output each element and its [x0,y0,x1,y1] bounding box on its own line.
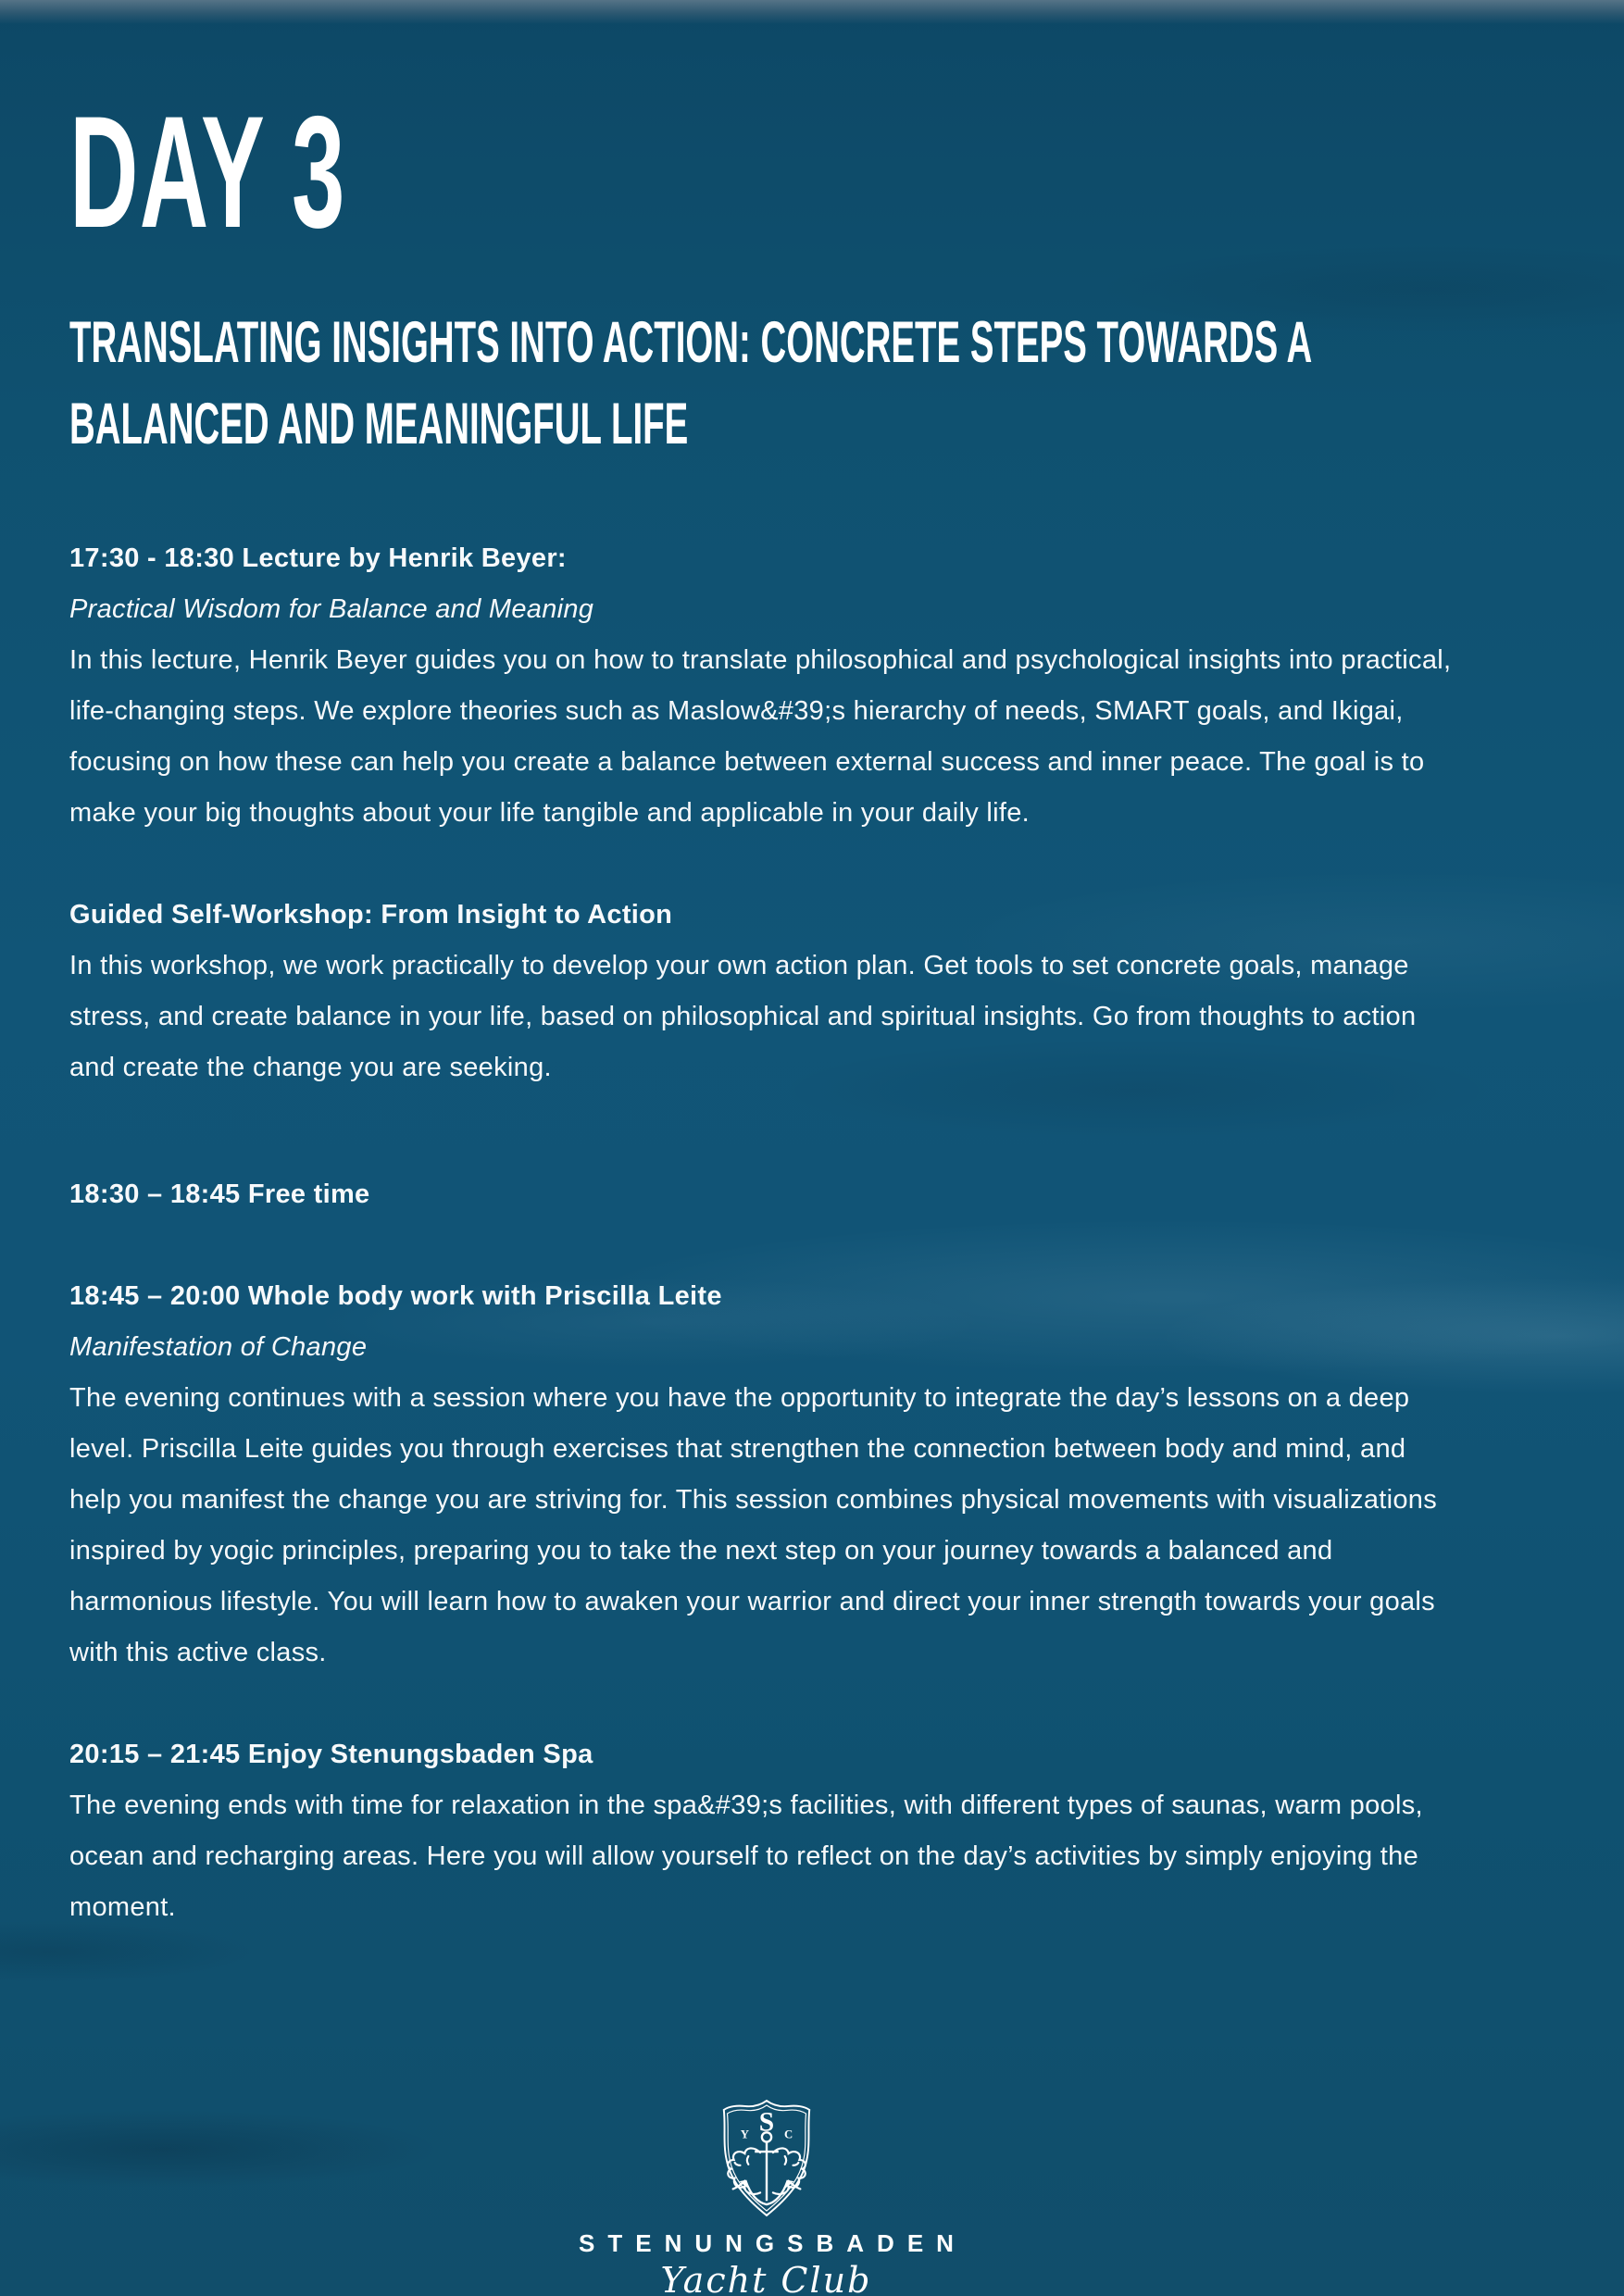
crest-letter-y: Y [740,2128,749,2141]
spa-description: The evening ends with time for relaxation in the spa&#39;s facilities, with different types of saunas, warm pools, ocean and recharging areas. Here you will allow yourself to reflect on the day’s activities by simply enjoying the moment. [69,1791,1423,1923]
lecture-time-heading: 17:30 - 18:30 Lecture by Henrik Beyer: [69,543,567,574]
schedule-item-body-work [69,1271,1463,1678]
lecture-subtitle: Practical Wisdom for Balance and Meaning [69,594,594,625]
crest-letter-s: S [758,2107,774,2138]
spa-time-heading: 20:15 – 21:45 Enjoy Stenungsbaden Spa [69,1740,593,1770]
crest-lion-left-icon [728,2148,760,2194]
crest-lion-right-icon [772,2148,805,2194]
brand-name: STENUNGSBADEN [579,2229,967,2257]
free-time-heading: 18:30 – 18:45 Free time [69,1179,370,1210]
page-title: DAY 3 [69,83,346,261]
crest-anchor-icon [739,2132,793,2204]
yacht-club-crest-icon [712,2094,821,2222]
subtitle-line-2: BALANCED AND MEANINGFUL LIFE [69,392,689,457]
body-work-description: The evening continues with a session where you have the opportunity to integrate the day’s lessons on a deep level. Priscilla Leite guides you through exercises that strengthen the connection between body and mind, and help you manifest the change you are striving for. This session combines physical movements with visualizations inspired by yogic principles, preparing you to take the next step on your journey towards a balanced and harmonious lifestyle. You will learn how to awaken your warrior and direct your inner strength towards your goals with this active class. [69,1383,1438,1668]
body-work-time-heading: 18:45 – 20:00 Whole body work with Priscilla Leite [69,1281,722,1312]
schedule-item-free-time [69,1169,1463,1220]
subtitle-line-1: TRANSLATING INSIGHTS INTO ACTION: CONCRETE STEPS TOWARDS A [69,310,1313,375]
crest-letter-c: C [783,2128,793,2141]
lecture-description: In this lecture, Henrik Beyer guides you on how to translate philosophical and psychological insights into practical, life-changing steps. We explore theories such as Maslow&#39;s hierarchy of needs, SMART goals, and Ikigai, focusing on how these can help you create a balance between external success and inner peace. The goal is to make your big thoughts about your life tangible and applicable in your daily life. [69,645,1452,829]
schedule-item-lecture [69,533,1463,839]
page-subtitle [69,302,1313,465]
schedule-item-workshop [69,890,1463,1093]
body-work-subtitle: Manifestation of Change [69,1332,368,1363]
page-header [69,83,1555,465]
schedule-item-spa [69,1729,1463,1933]
workshop-heading: Guided Self-Workshop: From Insight to Action [69,900,673,930]
brand-script: Yacht Club [660,2260,872,2296]
workshop-description: In this workshop, we work practically to develop your own action plan. Get tools to set concrete goals, manage stress, and create balance in your life, based on philosophical and spiritual insights. Go from thoughts to action and create the change you are seeking. [69,951,1417,1083]
yacht-club-logo [69,2094,1463,2296]
schedule [69,533,1463,1933]
